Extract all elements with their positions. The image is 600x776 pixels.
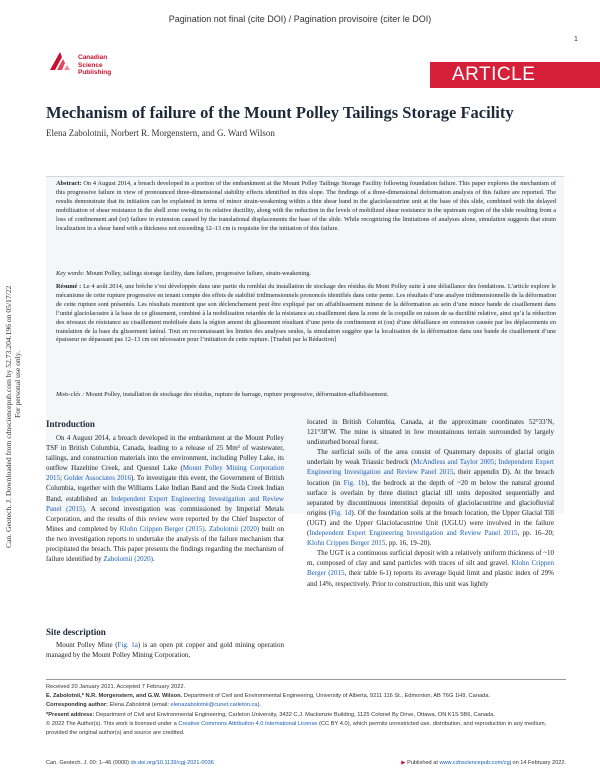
abstract-label: Abstract: <box>56 180 82 187</box>
abstract <box>56 180 556 233</box>
ref-iee-panel-2015-c[interactable]: Independent Expert Engineering Investigation and Review Panel 2015 <box>309 529 518 538</box>
corresponding-label: Corresponding author: <box>46 702 108 709</box>
site-text-10: The UGT is a continuous surficial deposit with a relatively uniform thickness of ~10 m, composed of clay and sand particles with traces of silt and gravel. <box>307 549 554 568</box>
ref-fig-1a[interactable]: Fig. 1a <box>117 641 138 649</box>
ref-mcandless-2005[interactable]: McAndless and Taylor 2005 <box>413 458 495 467</box>
introduction-body <box>46 433 284 564</box>
resume-label: Résumé : <box>56 283 82 290</box>
keywords <box>56 270 556 279</box>
publisher-logo-icon <box>46 48 74 76</box>
ref-klohn-2015-b[interactable]: Klohn Crippen Berger 2015 <box>307 539 386 548</box>
intro-text-1: On 4 August 2014, a breach developed in the embankment at the Mount Polley TSF in British Columbia, Canada, leading to a release of 25 Mm³ of wastewater, tailings, and construction materials into the environment, including Polley Lake, its outflow Hazeltine Creek, and Quesnel Lake ( <box>46 434 284 473</box>
site-description-body <box>46 640 284 660</box>
site-description-heading: Site description <box>46 627 106 637</box>
copyright <box>46 720 566 737</box>
footer <box>46 683 566 738</box>
ref-mount-polley-2015[interactable]: Mount Polley Mining Corporation 2015 <box>46 464 285 483</box>
ref-iee-panel-2015[interactable]: Independent Expert Engineering Investigation and Review Panel (2015) <box>46 494 284 513</box>
margin-note-personal-use: For personal use only. <box>13 351 22 418</box>
published-note <box>401 760 566 766</box>
site-text-7: ). Of the foundation soils at the breach location, the Upper Glacial Till (UGT) and the Upper Glaciolacustrine Unit (UGLU) were involved in the failure ( <box>307 508 555 538</box>
introduction-paragraph <box>46 433 284 564</box>
ref-fig-1b[interactable]: Fig. 1b <box>343 478 365 487</box>
margin-note-download: Can. Geotech. J. Downloaded from cdnsciencepub.com by 52.73.204.196 on 05/17/22 <box>4 285 13 548</box>
ref-zabolotnii-2020-a[interactable]: Zabolotnii (2020) <box>208 524 260 533</box>
site-paragraph-1-cont: located in British Columbia, Canada, at the approximate coordinates 52°33′N, 121°38′W. The mine is situated in low mountainous terrain surrounded by largely undisturbed boreal forest. <box>307 418 554 447</box>
ref-zabolotnii-2020-b[interactable]: Zabolotnii (2020) <box>103 555 153 564</box>
paper-title: Mechanism of failure of the Mount Polley Tailings Storage Facility <box>46 103 514 122</box>
intro-text-2: ). To investigate this event, the Government of British Columbia, together with the Williams Lake Indian Band and the Soda Creek Indian Band, established an <box>46 474 284 503</box>
copyright-text-a: © 2022 The Author(s). This work is licensed under a <box>46 720 179 727</box>
mots-cles-label: Mots-clés : <box>56 391 85 398</box>
citation <box>46 760 214 766</box>
site-text-5: , their appendix D). At the breach location (in <box>307 468 554 487</box>
intro-text-6: . <box>152 555 155 564</box>
footer-divider <box>46 679 566 680</box>
introduction-heading: Introduction <box>46 419 95 429</box>
page-number: 1 <box>574 36 578 43</box>
site-text-11: , their table 6-1) reports its average liquid limit and plastic index of 29% and 14%, respectively. Prior to construction, this unit was lightly <box>307 569 554 588</box>
mots-cles-text: Mount Polley, installation de stockage des résidus, rupture de barrage, rupture progressive, déformation-affaiblissement. <box>85 391 389 398</box>
published-arrow-icon: ▶ <box>401 760 406 766</box>
ref-klohn-2015[interactable]: Klohn Crippen Berger (2015) <box>119 524 205 533</box>
site-text-3: The surficial soils of the area consist of Quaternary deposits of glacial origin underlain by weak Triassic bedrock ( <box>307 448 554 467</box>
corresponding-end: ). <box>257 702 262 709</box>
license-link[interactable]: Creative Commons Attribution 4.0 International License <box>178 720 318 727</box>
ref-iee-panel-2015-b[interactable]: Independent Expert Engineering Investigation and Review Panel 2015 <box>307 458 554 477</box>
pagination-notice: Pagination not final (cite DOI) / Pagination provisoire (citer le DOI) <box>168 14 432 24</box>
keywords-text: Mount Polley, tailings storage facility, dam failure, progressive failure, strain-weakening. <box>86 270 311 277</box>
corresponding-text: Elena Zabolotnii (email: <box>107 702 171 709</box>
publisher-line-2: Science <box>78 61 103 69</box>
doi-link[interactable]: dx.doi.org/10.1139/cgj-2021-0036 <box>130 760 214 766</box>
affiliation-text: Department of Civil and Environmental Engineering, University of Alberta, 9211 116 St., Edmonton, AB T6G 1H9, Canada. <box>182 693 491 700</box>
mots-cles <box>56 391 556 400</box>
ref-klohn-2015-c[interactable]: Klohn Crippen Berger (2015 <box>307 559 555 578</box>
received-dates: Received 20 January 2021. Accepted 7 February 2022. <box>46 684 186 690</box>
citation-text: Can. Geotech. J. 00: 1–46 (0000) <box>46 760 131 766</box>
affiliations <box>46 692 566 701</box>
intro-text-4: . <box>204 524 209 533</box>
right-column <box>307 417 554 589</box>
present-address-text: Department of Civil and Environmental Engineering, Carleton University, 3432 C.J. Mackenzie Building, 1125 Colonel By Drive, Ottawa, ON K1S 5B6, Canada. <box>94 711 496 718</box>
publisher-line-1: Canadian <box>78 54 108 61</box>
published-text-b: on 14 February 2022. <box>510 760 566 766</box>
site-paragraph-1 <box>46 640 284 660</box>
site-text-4: ; <box>494 458 499 467</box>
ref-fig-1d[interactable]: Fig. 1d <box>331 508 352 517</box>
publisher-line-3: Publishing <box>78 69 112 76</box>
site-paragraph-2 <box>307 447 554 548</box>
keywords-label: Key words: <box>56 270 85 277</box>
author-list: Elena Zabolotnii, Norbert R. Morgenstern, and G. Ward Wilson <box>46 128 275 138</box>
published-text-a: Published at <box>407 760 440 766</box>
site-text-2: ) is an open pit copper and gold mining operation managed by the Mount Polley Mining Corporation, <box>46 641 284 660</box>
present-address <box>46 711 566 720</box>
site-paragraph-3 <box>307 548 554 588</box>
intro-text-sep: ; <box>60 474 64 483</box>
corresponding-email-link[interactable]: elenazabolotnii@cunet.carleton.ca <box>170 702 258 709</box>
intro-text-3: . A second investigation was commissioned by Imperial Metals Corporation, and the results of this review were reported by the Chief Inspector of Mines and completed by <box>46 504 284 533</box>
citation-bar <box>46 760 566 766</box>
resume <box>56 283 556 345</box>
ref-golder-2016[interactable]: Golder Associates 2016 <box>63 474 131 483</box>
copyright-text-b: (CC BY 4.0), which permits unrestricted use, distribution, and reproduction in any medium, provided the original author(s) and source are credited. <box>46 720 547 736</box>
article-type-banner: ARTICLE <box>430 62 600 88</box>
resume-text: Le 4 août 2014, une brèche s’est développée dans une partie du remblai du installation de stockage des résidus du Mont Polley suite à une défaillance des fondations. L’article explore le mécanisme de cette rupture progressive en tenant compte des effets de stabilité tridimensionnels prononcés identifiés dans cette pente. Les résultats d’une analyse tridimensionnelle de la déformation de cette rupture sont présentés. Les résultats montrent que son déclenchement peut être expliqué par un affaiblissement mineur de la déformation au sein d’une mince bande de cisaillement dans l’unité glaciolacustre à la base de ce glissement, combiné à la mobilisation retardée de la résistance au cisaillement dans la zone de la coquille en raison de sa ductilité relative, ainsi qu’à la réduction des niveaux de résistance au cisaillement mobilisée dans la région amont du glissement résultant d’une perte de confinement et (ou) d’une défaillance en extension causée par les déplacements en translation de la base du glissement latéral. Tout en reconnaissant les limites des analyses seules, la simulation suggère que la localisation de la déformation dans une bande de cisaillement d’une épaisseur ne dépassant pas 12–13 cm est nécessaire pour l’initiation de cette rupture. [Traduit par la Rédaction] <box>56 283 556 344</box>
journal-site-link[interactable]: www.cdnsciencepub.com/cgj <box>439 760 511 766</box>
affiliation-names: E. Zabolotnii,* N.R. Morgenstern, and G.W. Wilson. <box>46 693 183 700</box>
abstract-text: On 4 August 2014, a breach developed in a portion of the embankment at the Mount Polley Tailings Storage Facility following foundation failure. This paper explores the mechanism of this progressive failure in view of pronounced three-dimensional stability effects identified in this slope. The findings of a three-dimensional deformation analysis of this failure are reported. The results demonstrate that its initiation can be explained in terms of minor strain-weakening within a thin shear band in the glaciolacustrine unit at the base of this slide, combined with the delayed mobilization of shear resistance in the shell zone owing to its relative ductility, along with the reduction in the levels of mobilized shear resistance in the upstream region of the slide resulting from a loss of confinement and (or) failure in extension caused by the translational displacements the base of the slide. While recognizing the limitations of analyses alone, simulation suggests that strain localization in a shear band with a thickness not exceeding 12–13 cm is requisite for the initiation of this failure. <box>56 180 556 232</box>
intro-text-5: built on the two investigation reports to undertake the analysis of the failure mechanism that precipitated the breach. This paper presents the findings regarding the mechanism of failure identified by <box>46 524 285 564</box>
site-text-6: ), the bedrock at the depth of ~20 m below the natural ground surface is overlain by three distinct glacial till units deposited sequentially and separated by discontinuous interstitial deposits of glaciolacustrine and glaciofluvial origins ( <box>307 478 554 517</box>
corresponding-author <box>46 701 566 710</box>
site-text-9: , pp. 16, 19–20). <box>385 539 432 548</box>
present-address-label: *Present address: <box>46 711 95 718</box>
site-text-8: , pp. 16–20; <box>517 529 555 538</box>
site-text-1: Mount Polley Mine ( <box>56 641 118 649</box>
publisher-name <box>78 54 111 77</box>
